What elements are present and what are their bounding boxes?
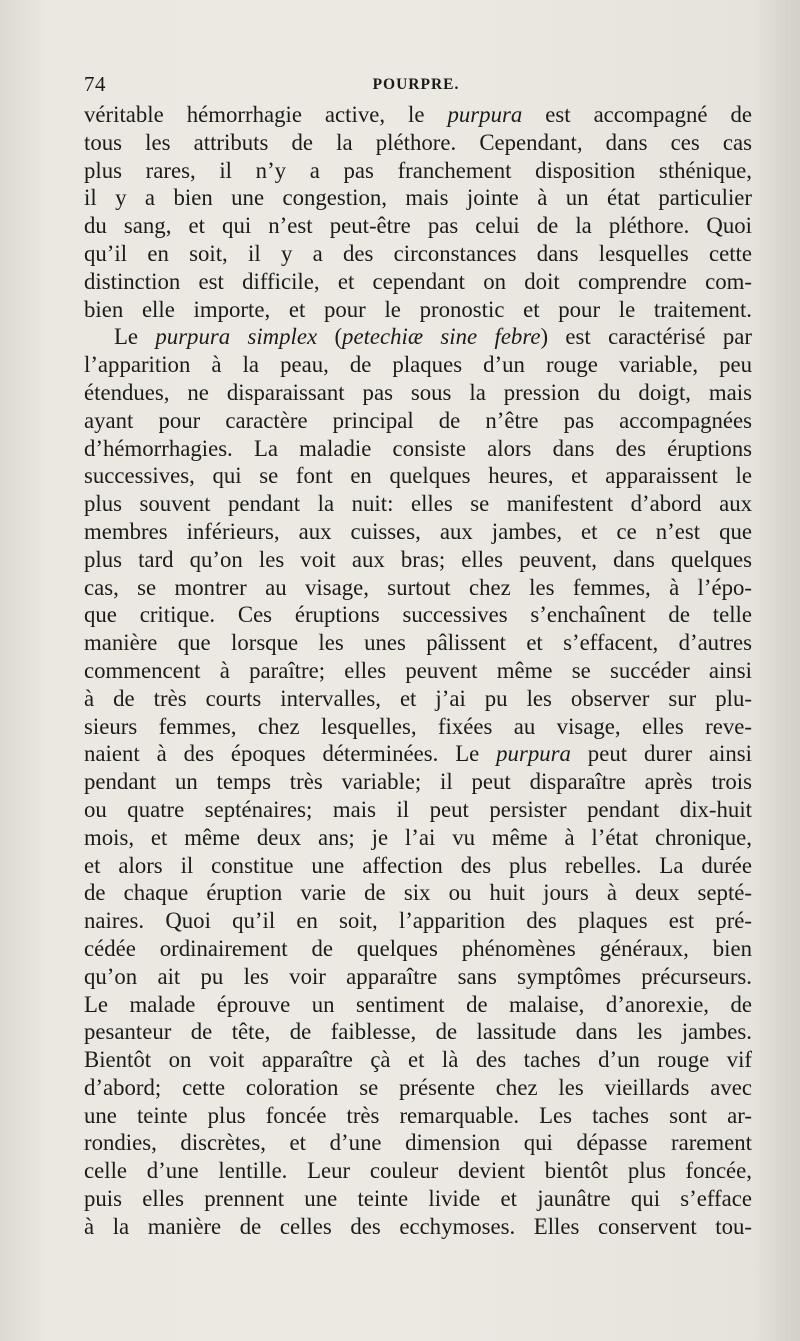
text-line (84, 546, 752, 574)
text-line (84, 379, 752, 407)
text-segment: naires. Quoi qu’il en soit, l’apparition des plaques est pré- (84, 908, 752, 934)
text-line (84, 935, 752, 963)
text-line (84, 1157, 752, 1185)
text-line (84, 129, 752, 157)
text-segment: étendues, ne disparaissant pas sous la pression du doigt, mais (84, 379, 752, 405)
text-segment: de chaque éruption varie de six ou huit jours à deux septé- (84, 880, 752, 906)
text-segment: ( (317, 324, 343, 350)
text-line (84, 351, 752, 379)
body-text (84, 101, 752, 1241)
text-line (84, 963, 752, 991)
text-line (84, 657, 752, 685)
text-line (84, 268, 752, 296)
text-segment: véritable hémorrhagie active, le (84, 102, 448, 127)
text-segment: Bientôt on voit apparaître çà et là des taches d’un rouge vif (84, 1047, 752, 1073)
text-line (84, 824, 752, 852)
text-segment: qu’on ait pu les voir apparaître sans symptômes précurseurs. (84, 963, 752, 989)
text-segment: ayant pour caractère principal de n’être pas accompagnées (84, 407, 752, 433)
text-line (84, 574, 752, 602)
text-line (84, 1046, 752, 1074)
text-line (84, 685, 752, 713)
text-line (84, 907, 752, 935)
text-segment: une teinte plus foncée très remarquable. Les taches sont ar- (84, 1102, 752, 1128)
text-segment: cédée ordinairement de quelques phénomènes généraux, bien (84, 935, 752, 961)
text-segment: peut durer ainsi (570, 741, 752, 767)
italic-text: petechiæ sine febre (342, 324, 541, 350)
text-segment: successives, qui se font en quelques heures, et apparaissent le (84, 463, 752, 489)
text-segment: plus souvent pendant la nuit: elles se manifestent d’abord aux (84, 491, 752, 517)
text-line (84, 852, 752, 880)
text-segment: ou quatre septénaires; mais il peut persister pendant dix-huit (84, 796, 752, 822)
text-segment: bien elle importe, et pour le pronostic et pour le traitement. (84, 296, 752, 322)
text-line (84, 518, 752, 546)
page-header (84, 72, 748, 102)
text-segment: ) est caractérisé par (540, 324, 752, 350)
text-segment: est accompagné de (522, 102, 752, 127)
text-segment: l’apparition à la peau, de plaques d’un rouge variable, peu (84, 352, 752, 378)
text-line (84, 1102, 752, 1130)
text-line (84, 629, 752, 657)
text-segment: tous les attributs de la pléthore. Cependant, dans ces cas (84, 129, 752, 155)
text-segment: mois, et même deux ans; je l’ai vu même à l’état chronique, (84, 824, 752, 850)
text-segment: Le (114, 324, 156, 350)
text-segment: Le malade éprouve un sentiment de malaise, d’anorexie, de (84, 991, 752, 1017)
text-segment: naient à des époques déterminées. Le (84, 741, 497, 767)
text-segment: distinction est difficile, et cependant on doit comprendre com- (84, 268, 752, 294)
text-line (84, 184, 752, 212)
text-segment: du sang, et qui n’est peut-être pas celui de la pléthore. Quoi (84, 213, 752, 239)
text-line (84, 879, 752, 907)
running-head: POURPRE. (372, 76, 460, 93)
text-line (84, 101, 752, 129)
text-segment: d’abord; cette coloration se présente chez les vieillards avec (84, 1074, 752, 1100)
text-line (84, 713, 752, 741)
text-line (84, 435, 752, 463)
page-number: 74 (84, 72, 106, 96)
text-segment: pesanteur de tête, de faiblesse, de lassitude dans les jambes. (84, 1019, 752, 1045)
text-segment: pendant un temps très variable; il peut disparaître après trois (84, 769, 752, 795)
text-segment: qu’il en soit, il y a des circonstances dans lesquelles cette (84, 240, 752, 266)
text-segment: rondies, discrètes, et d’une dimension qui dépasse rarement (84, 1130, 752, 1156)
text-line (84, 1129, 752, 1157)
text-segment: cas, se montrer au visage, surtout chez les femmes, à l’épo- (84, 574, 752, 600)
text-segment: puis elles prennent une teinte livide et jaunâtre qui s’efface (84, 1186, 752, 1212)
text-segment: il y a bien une congestion, mais jointe à un état particulier (84, 185, 752, 211)
text-segment: à de très courts intervalles, et j’ai pu les observer sur plu- (84, 685, 752, 711)
text-segment: que critique. Ces éruptions successives s’enchaînent de telle (84, 602, 752, 628)
italic-text: purpura (447, 102, 523, 127)
text-line (84, 462, 752, 490)
text-line (84, 212, 752, 240)
text-segment: plus tard qu’on les voit aux bras; elles peuvent, dans quelques (84, 546, 752, 572)
text-line (84, 490, 752, 518)
text-line (84, 240, 752, 268)
text-line (84, 407, 752, 435)
text-line (84, 601, 752, 629)
text-line (84, 1018, 752, 1046)
text-line (84, 296, 752, 324)
text-segment: celle d’une lentille. Leur couleur devient bientôt plus foncée, (84, 1158, 752, 1184)
text-line (84, 157, 752, 185)
text-segment: à la manière de celles des ecchymoses. Elles conservent tou- (84, 1213, 752, 1239)
text-line (84, 740, 752, 768)
text-line (84, 768, 752, 796)
text-line (84, 991, 752, 1019)
text-segment: commencent à paraître; elles peuvent même se succéder ainsi (84, 657, 752, 683)
text-segment: d’hémorrhagies. La maladie consiste alors dans des éruptions (84, 435, 752, 461)
text-segment: plus rares, il n’y a pas franchement disposition sthénique, (84, 157, 752, 183)
text-line (84, 323, 752, 351)
text-line (84, 1213, 752, 1241)
text-line (84, 796, 752, 824)
text-segment: et alors il constitue une affection des plus rebelles. La durée (84, 852, 752, 878)
text-segment: membres inférieurs, aux cuisses, aux jambes, et ce n’est que (84, 518, 752, 544)
italic-text: purpura (496, 741, 571, 767)
text-segment: sieurs femmes, chez lesquelles, fixées au visage, elles reve- (84, 713, 752, 739)
italic-text: purpura simplex (155, 324, 318, 350)
text-line (84, 1185, 752, 1213)
text-segment: manière que lorsque les unes pâlissent et s’effacent, d’autres (84, 630, 752, 656)
text-line (84, 1074, 752, 1102)
